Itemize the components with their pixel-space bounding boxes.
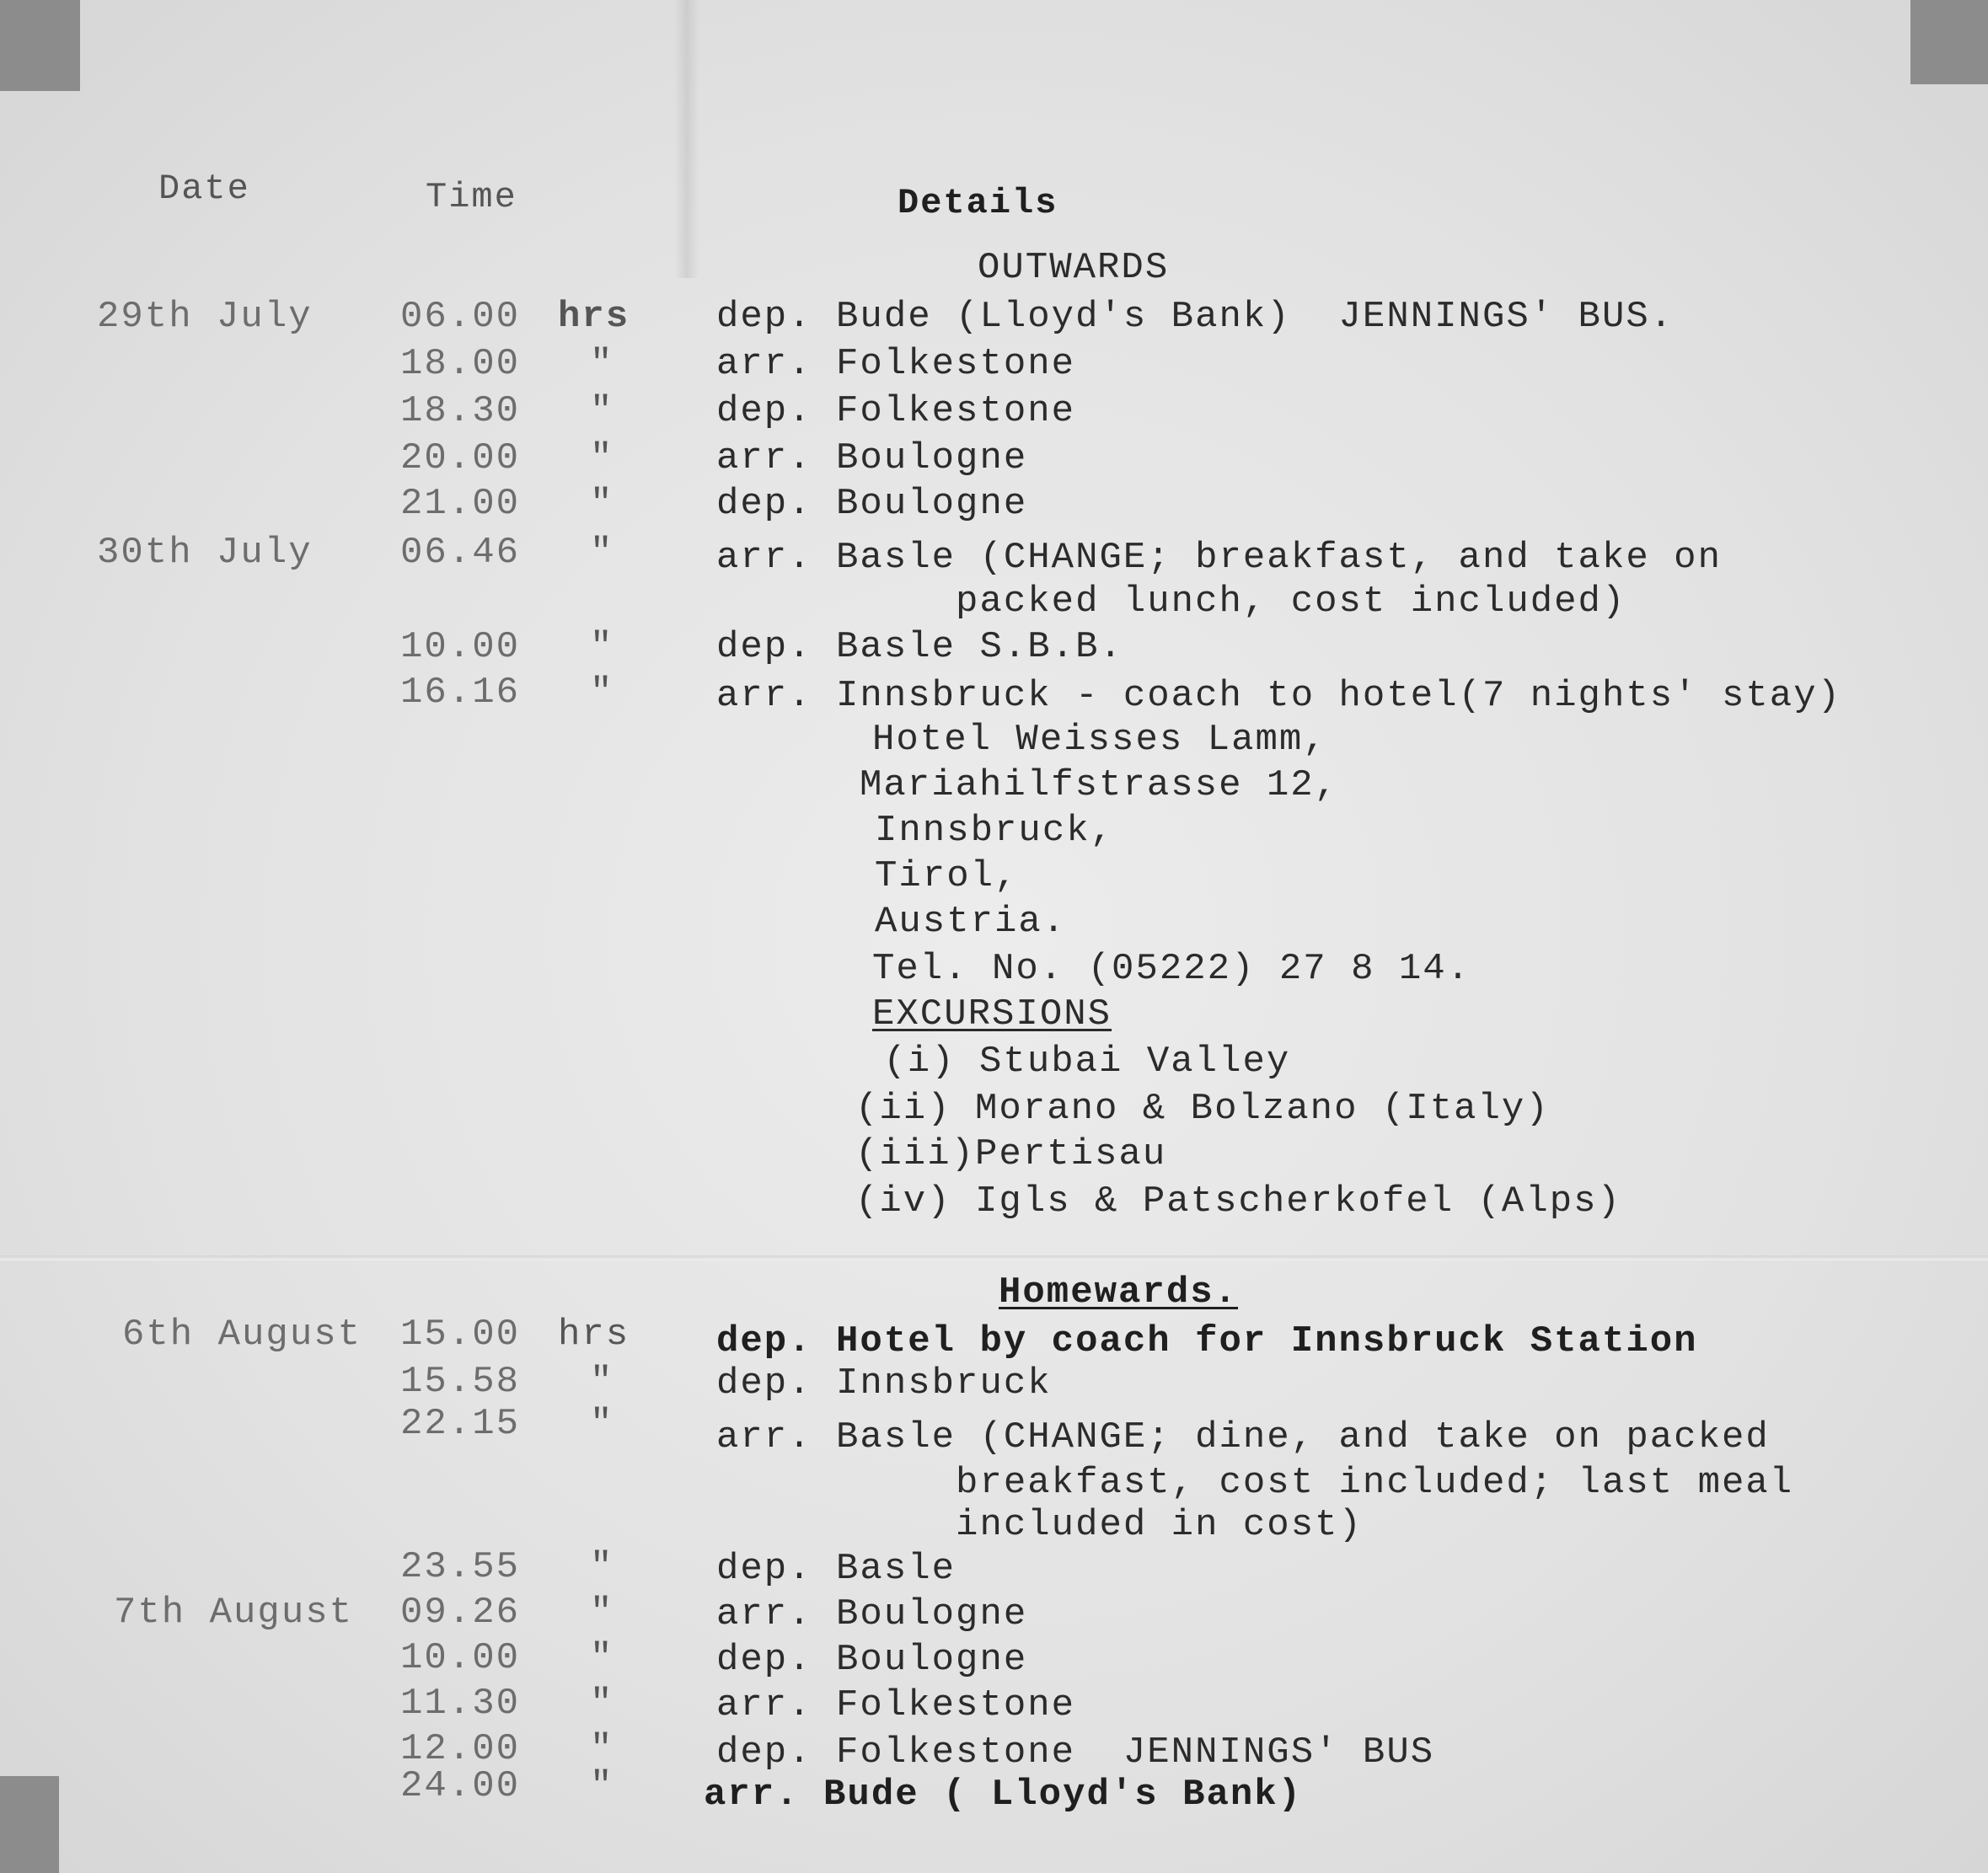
header-date: Date [158,169,250,209]
row-time: 24.00 [400,1765,521,1807]
row-unit: " [590,1637,614,1679]
scan-corner-bottom-left [0,1776,59,1873]
row-time: 11.30 [400,1683,521,1725]
row-unit: " [590,1546,614,1588]
row-time: 12.00 [400,1728,521,1770]
row-details: dep. Folkestone [716,390,1076,432]
excursion-item: (iv) Igls & Patscherkofel (Alps) [855,1180,1621,1223]
row-details: arr. Folkestone [716,343,1076,385]
row-details: arr. Boulogne [716,437,1028,479]
row-time: 22.15 [400,1403,521,1445]
row-details: dep. Basle [716,1548,956,1590]
row-time: 18.00 [400,343,521,385]
hotel-line: Tirol, [875,855,1019,897]
row-details: arr. Folkestone [716,1684,1076,1726]
scan-corner-top-right [1910,0,1988,84]
hotel-line: Mariahilfstrasse 12, [860,764,1339,806]
row-details: dep. Folkestone JENNINGS' BUS [716,1731,1435,1774]
row-unit: " [590,1728,614,1770]
row-unit: " [590,532,614,574]
row-unit: " [590,1361,614,1403]
scan-corner-top-left [0,0,80,91]
row-details: dep. Bude (Lloyd's Bank) JENNINGS' BUS. [716,296,1675,338]
row-date: 29th July [97,296,313,338]
excursions-heading: EXCURSIONS [872,993,1112,1036]
row-details: arr. Basle (CHANGE; breakfast, and take on [716,537,1722,579]
row-details: dep. Boulogne [716,483,1028,525]
row-time: 15.58 [400,1361,521,1403]
row-details-continuation: breakfast, cost included; last meal [716,1462,1794,1504]
header-details: Details [898,183,1058,223]
row-date: 30th July [97,532,313,574]
row-details: dep. Hotel by coach for Innsbruck Station [716,1320,1698,1362]
row-details: dep. Boulogne [716,1639,1028,1681]
homewards-heading: Homewards. [999,1271,1239,1314]
row-time: 21.00 [400,483,521,525]
row-time: 20.00 [400,437,521,479]
row-unit: " [590,437,614,479]
row-time: 06.00 [400,296,521,338]
row-time: 16.16 [400,672,521,714]
hotel-telephone: Tel. No. (05222) 27 8 14. [872,948,1471,990]
row-time: 10.00 [400,626,521,668]
hotel-line: Hotel Weisses Lamm, [872,719,1327,761]
row-unit: hrs [558,296,630,338]
row-unit: " [590,390,614,432]
row-unit: " [590,1683,614,1725]
row-unit: " [590,672,614,714]
header-time: Time [426,177,517,217]
row-time: 15.00 [400,1314,521,1356]
row-details-continuation: packed lunch, cost included) [716,581,1626,623]
row-details: arr. Bude ( Lloyd's Bank) [704,1774,1303,1816]
row-unit: hrs [558,1314,630,1356]
row-details: arr. Basle (CHANGE; dine, and take on packed [716,1416,1770,1458]
outwards-heading: OUTWARDS [978,247,1170,289]
paper-crease-vertical [674,0,699,278]
row-details: dep. Innsbruck [716,1362,1052,1405]
paper-fold-horizontal [0,1255,1988,1260]
row-unit: " [590,343,614,385]
excursion-item: (ii) Morano & Bolzano (Italy) [855,1088,1550,1130]
excursion-item: (i) Stubai Valley [860,1041,1291,1083]
row-time: 06.46 [400,532,521,574]
hotel-line: Austria. [875,901,1067,943]
row-date: 6th August [122,1314,362,1356]
row-unit: " [590,1592,614,1634]
hotel-line: Innsbruck, [875,810,1115,852]
row-time: 23.55 [400,1546,521,1588]
row-unit: " [590,483,614,525]
row-date: 7th August [114,1592,354,1634]
row-unit: " [590,1765,614,1807]
row-time: 10.00 [400,1637,521,1679]
row-details: dep. Basle S.B.B. [716,626,1123,668]
row-time: 09.26 [400,1592,521,1634]
excursion-item: (iii)Pertisau [855,1133,1167,1175]
row-unit: " [590,1403,614,1445]
row-time: 18.30 [400,390,521,432]
row-details-continuation: included in cost) [716,1504,1363,1546]
row-unit: " [590,626,614,668]
row-details: arr. Boulogne [716,1593,1028,1635]
row-details: arr. Innsbruck - coach to hotel(7 nights' stay) [716,675,1842,717]
